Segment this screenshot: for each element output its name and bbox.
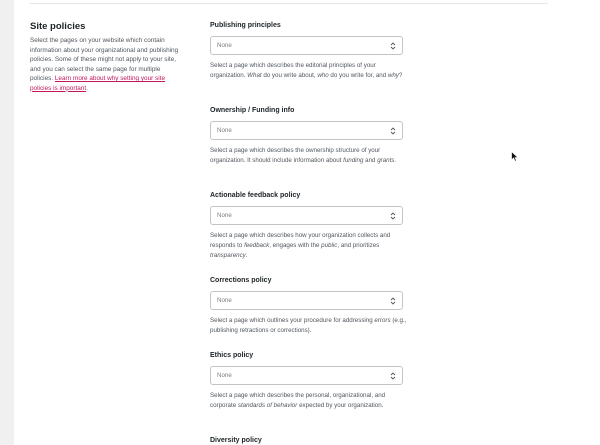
field-publishing-principles (210, 21, 410, 79)
field-label: Publishing principles (210, 22, 281, 29)
ownership-funding-select[interactable] (210, 121, 403, 140)
section-description: Select the pages on your website which contain information about your organizational and publishing policies. Some of these might not apply to your site, and you can select the same page for multiple policies. Learn more about why setting your site policies is important. (30, 37, 179, 92)
chevron-up-down-icon (390, 126, 396, 136)
field-ethics-policy (210, 351, 410, 409)
field-corrections-policy (210, 276, 410, 334)
ethics-policy-select[interactable] (210, 366, 403, 385)
chevron-up-down-icon (390, 296, 396, 306)
field-label: Actionable feedback policy (210, 192, 301, 199)
field-help: Select a page which outlines your procedure for addressing errors (e.g., publishing retractions or corrections). (210, 317, 407, 334)
section-divider (30, 3, 548, 4)
field-label: Ethics policy (210, 352, 254, 359)
field-help: Select a page which describes the ownership structure of your organization. It should include information about funding and grants. (210, 147, 397, 164)
field-help: Select a page which describes how your organization collects and responds to feedback, engages with the public, and prioritizes transparency. (210, 232, 391, 259)
publishing-principles-select[interactable] (210, 36, 403, 55)
chevron-up-down-icon (390, 371, 396, 381)
field-label: Diversity policy (210, 437, 262, 444)
chevron-up-down-icon (390, 41, 396, 51)
field-diversity-policy (210, 436, 410, 445)
actionable-feedback-select[interactable] (210, 206, 403, 225)
field-help: Select a page which describes the personal, organizational, and corporate standards of behavior expected by your organization. (210, 392, 386, 409)
learn-more-link[interactable]: Learn more about why setting your site policies is important (30, 75, 165, 92)
select-value: None (217, 212, 232, 219)
select-value: None (217, 372, 232, 379)
select-value: None (217, 42, 232, 49)
field-help: Select a page which describes the editorial principles of your organization. What do you write about, who do you write for, and why? (210, 62, 403, 79)
field-ownership-funding (210, 106, 410, 164)
field-actionable-feedback (210, 191, 410, 259)
section-title: Site policies (30, 21, 86, 32)
chevron-up-down-icon (390, 211, 396, 221)
select-value: None (217, 127, 232, 134)
mouse-pointer-icon (511, 151, 519, 162)
select-value: None (217, 297, 232, 304)
field-label: Ownership / Funding info (210, 107, 295, 114)
admin-sidebar-edge (0, 0, 14, 445)
section-description-text: Select the pages on your website which contain information about your organizational and publishing policies. Some of these might not apply to your site, and you can select the same page for multiple policies. (30, 37, 179, 82)
corrections-policy-select[interactable] (210, 291, 403, 310)
field-label: Corrections policy (210, 277, 272, 284)
